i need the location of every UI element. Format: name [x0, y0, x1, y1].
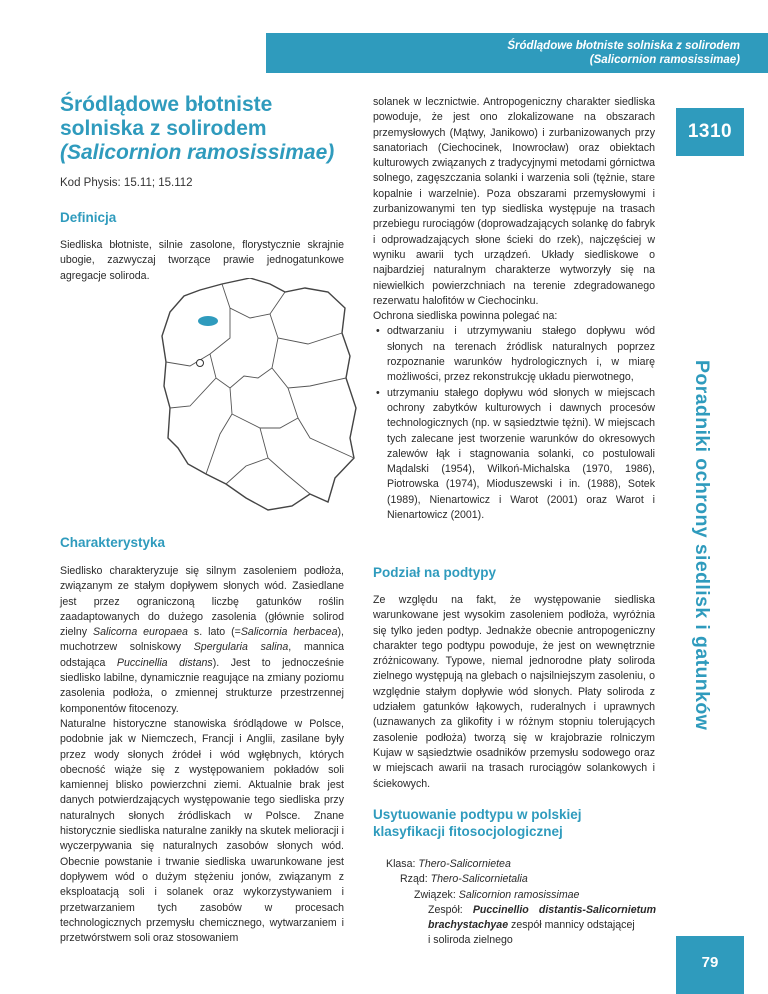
physis-code: Kod Physis: 15.11; 15.112 [60, 177, 193, 189]
poland-map [160, 278, 360, 521]
class-zwiazek: Związek: Salicornion ramosissimae [414, 888, 580, 901]
page-number: 79 [701, 954, 719, 971]
running-header [266, 33, 768, 73]
right-p1: solanek w lecznictwie. Antropogeniczny charakter siedliska powoduje, że jest ono zlokalizowane na obszarach przemysłowych (Mątwy, Janikowo) i zurbanizowanych przy sanatoriach (Ciechocinek, Inowrocław) oraz obiektach kulturowych związanych z tradycyjnymi metodami górnictwa solnego, zagęszczania solanki i warzenia soli (tężnie, stare kopalnie i warzelnie). Poza obszarami przemysłowymi i zurbanizowanymi ten typ siedliska występuje na trasach przebiegu rurociągów (doprowadzających solankę do fabryk i odprowadzających słone ścieki do rzek), najczęściej w wyniku awarii tych urządzeń. Układy siedliskowe o najbardziej naturalnym charakterze wytworzyły się na niewielkich powierzchniach na terenie zdegradowanego rezerwatu halofitów w Ciechocinku. [373, 96, 655, 307]
classification-tree [386, 857, 656, 949]
right-column-text [373, 95, 655, 523]
class-rzad: Rząd: Thero-Salicornietalia [400, 873, 528, 886]
poland-outline [162, 278, 356, 510]
running-header-line1: Śródlądowe błotniste solniska z solirodem [507, 40, 740, 52]
charakterystyka-p1: Siedlisko charakteryzuje się silnym zasoleniem podłoża, związanym ze stałym dopływem słonych wód. Zasiedlane jest przez ograniczoną liczbę gatunków roślin zaadaptowanych do dużego zasolenia (głównie solirod zielny Salicorna europaea s. lato (=Salicornia herbacea), muchotrzew solniskowy Spergularia salina, mannica odstająca Puccinellia distans). Jest to jednocześnie siedlisko labilne, dynamicznie reagujące na zmiany poziomu zasolenia podłoża, o zmiennej strukturze przestrzennej komponentów fitocenozy. [60, 565, 344, 715]
definicja-text: Siedliska błotniste, silnie zasolone, florystycznie skrajnie ubogie, zazwyczaj tworzące prawie jednogatunkowe agregacje soliroda. [60, 239, 344, 282]
charakterystyka-p2: Naturalne historyczne stanowiska śródlądowe w Polsce, podobnie jak w Niemczech, Francji i Anglii, zasilane były przez wody słonych źródeł i wód wgłębnych, których obecność wiąże się z występowaniem pokładów soli kamiennej blisko powierzchni ziemi. Aktualnie brak jest danych potwierdzających występowanie tego siedliska przy naturalnych słonych źródliskach w Polsce. Znane historycznie siedliska naturalne zanikły na skutek melioracji i wyczerpywania się naturalnych zasobów słonych wód. Obecnie powstanie i trwanie siedliska uwarunkowane jest dopływem wód o dużym stężeniu jonów, związanym z eksploatacją soli i solanek oraz wykorzystywaniem i przetwarzaniem tych zasobów w procesach technologicznych przemysłu chemicznego, wytwarzaniem i przetwórstwem soli oraz stosowaniem [60, 717, 344, 945]
podzial-text: Ze względu na fakt, że występowanie siedliska warunkowane jest wysokim zasoleniem podłoża, wyróżnia się tylko jeden podtyp. Jednakże obecnie antropogeniczny charakter tego podtypu powoduje, że jest on wewnętrznie zróżnicowany. Typowe, niemal jednorodne płaty soliroda zielnego występują na glebach o najsilniejszym zasoleniu, o względnie stałym dopływie wód słonych. Płaty soliroda z udziałem gatunków łąkowych, ruderalnych i uprawnych (uznawanych za glikofity i w różnym stopniu tolerujących zasolenie podłoża) tworzą się w krajobrazie rolniczym Kujaw w sąsiedztwie osadników przemysłu sodowego oraz w miejscach awarii na trasach rurociągów solankowych i ściekowych. [373, 594, 655, 790]
protection-item-2: • utrzymaniu stałego dopływu wód słonych w miejscach ochrony zabytków kulturowych i dawnych procesów technologicznych (np. w sąsiedztwie tężni). W miejscach tych zalecane jest tworzenie warunków do okresowych zalewów łąk i stagnowania solanki, co postulowali Mądalski (1954), Wilkoń-Michalska (1970, 1986), Piotrowska (1974), Mioduszewski i in. (1988), Sotek (1989), Nienartowicz i Warot (2001) oraz Warot i Nienartowicz (2001). [387, 386, 655, 524]
habitat-code-badge [676, 108, 744, 156]
heading-definicja: Definicja [60, 210, 117, 225]
page-number-box [676, 936, 744, 994]
historic-site-marker [197, 360, 204, 367]
series-title-vertical [688, 360, 728, 760]
running-header-line2: (Salicornion ramosissimae) [589, 54, 740, 66]
right-p2: Ochrona siedliska powinna polegać na: [373, 310, 558, 323]
class-klasa: Klasa: Thero-Salicornietea [386, 858, 511, 870]
series-title: Poradniki ochrony siedlisk i gatunków [691, 360, 713, 731]
protection-list [373, 324, 655, 523]
title-line2: solniska z solirodem [60, 117, 267, 140]
page-title [60, 93, 360, 165]
heading-podzial: Podział na podtypy [373, 565, 497, 580]
heading-usytuowanie: Usytuowanie podtypu w polskiej klasyfikacji fitosocjologicznej [373, 807, 582, 839]
habitat-code: 1310 [687, 121, 733, 142]
region-borders [166, 284, 354, 494]
title-line3: (Salicornion ramosissimae) [60, 141, 335, 164]
heading-charakterystyka: Charakterystyka [60, 535, 166, 550]
charakterystyka-text [60, 564, 344, 946]
protection-item-1: • odtwarzaniu i utrzymywaniu stałego dopływu wód słonych na terenach źródlisk naturalnych poprzez rozpoznanie warunków hydrologicznych i, w miarę możliwości, przez rekonstrukcję układu pierwotnego, [387, 324, 655, 385]
class-zespol: Zespół: Puccinellio distantis-Salicornietum brachystachyae zespół mannicy odstającej [428, 903, 657, 932]
habitat-location-marker [198, 316, 218, 326]
title-line1: Śródlądowe błotniste [60, 93, 273, 116]
class-zespol-desc2: i soliroda zielnego [428, 934, 513, 947]
